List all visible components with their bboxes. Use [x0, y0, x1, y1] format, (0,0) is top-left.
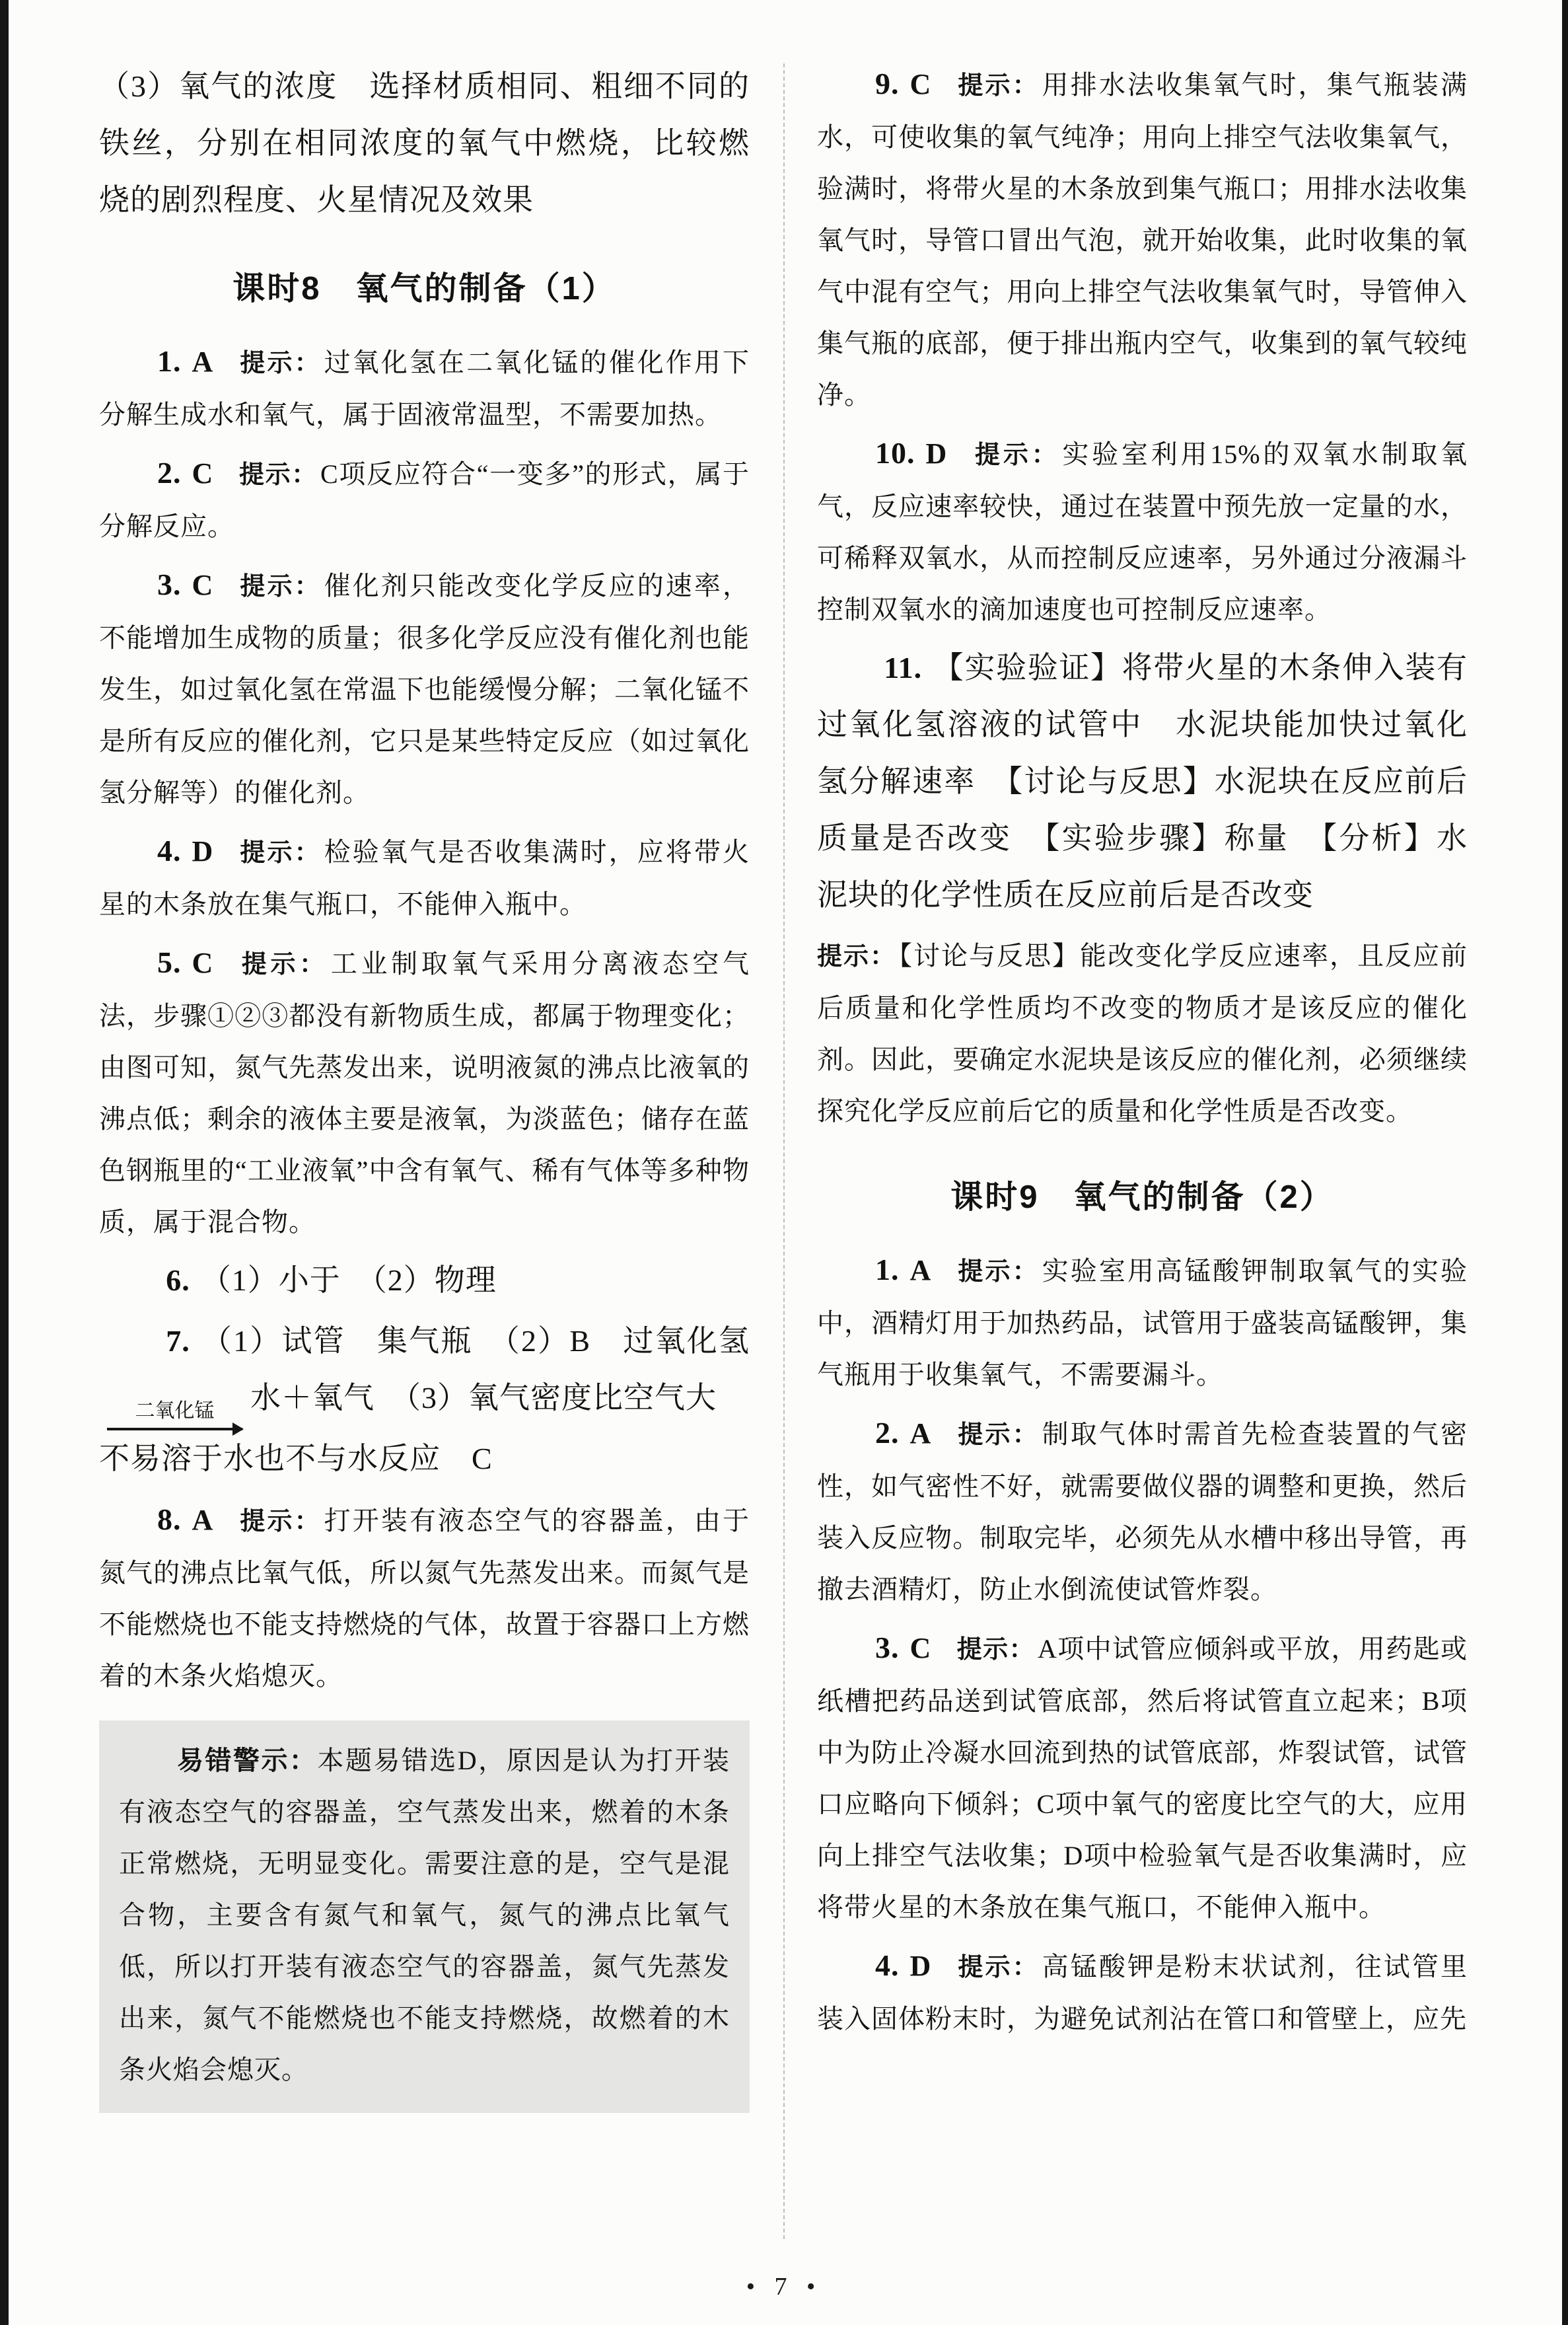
answer-item-k9-2: [817, 1407, 1468, 1615]
answer-item-2: [99, 447, 750, 552]
item-number: 1.: [157, 344, 182, 378]
hint-text: 检验氧气是否收集满时，应将带火星的木条放在集气瓶口，不能伸入瓶中。: [99, 837, 750, 919]
answer-text: 水＋氧气 （3）氧气密度比空气大: [250, 1381, 717, 1415]
page-number: • 7 •: [746, 2273, 822, 2301]
answer-letter: C: [192, 457, 214, 490]
hint-label: 提示：: [956, 1636, 1035, 1664]
item-number: 2.: [875, 1416, 900, 1450]
warning-text: 本题易错选D，原因是认为打开装有液态空气的容器盖，空气蒸发出来，燃着的木条正常燃烧，无明显变化。需要注意的是，空气是混合物，主要含有氮气和氧气，氮气的沸点比氧气低，所以打开装有液态空气的容器盖，氮气先蒸发出来，氮气不能燃烧也不能支持燃烧，故燃着的木条火焰会熄灭。: [119, 1746, 731, 2085]
hint-label: 提示：: [956, 1258, 1040, 1286]
hint-text: 实验室用高锰酸钾制取氧气的实验中，酒精灯用于加热药品，试管用于盛装高锰酸钾，集气瓶用于收集氧气，不需要漏斗。: [817, 1256, 1468, 1389]
answer-item-11-hint: [817, 930, 1468, 1137]
answer-letter: C: [192, 947, 214, 979]
answer-letter: D: [192, 835, 214, 867]
item-number: 11.: [884, 651, 923, 684]
answer-letter: A: [909, 1417, 932, 1450]
answer-item-1: [99, 336, 750, 441]
answer-item-4: [99, 825, 750, 930]
answer-letter: A: [192, 346, 214, 378]
answer-continuation-q3: （3）氧气的浓度 选择材质相同、粗细不同的铁丝，分别在相同浓度的氧气中燃烧，比较燃烧的剧烈程度、火星情况及效果: [99, 69, 750, 217]
error-warning-box: [99, 1720, 750, 2113]
lesson-heading-keshi-8: 课时8 氧气的制备（1）: [232, 271, 616, 307]
item-number: 6.: [166, 1263, 190, 1297]
answer-text: （1）试管 集气瓶 （2）B 过氧化氢: [200, 1324, 750, 1358]
hint-text: 【讨论与反思】能改变化学反应速率，且反应前后质量和化学性质均不改变的物质才是该反应的催化剂。因此，要确定水泥块是该反应的催化剂，必须继续探究化学反应前后它的质量和化学性质是否改变。: [817, 941, 1468, 1126]
page-right-edge: [1562, 0, 1568, 2325]
item-number: 3.: [157, 568, 182, 601]
column-divider: [783, 63, 785, 2239]
item-number: 1.: [875, 1253, 900, 1286]
hint-text: 用排水法收集氧气时，集气瓶装满水，可使收集的氧气纯净；用向上排空气法收集氧气，验满时，将带火星的木条放到集气瓶口；用排水法收集氧气时，导管口冒出气泡，就开始收集，此时收集的氧气中混有空气；用向上排空气法收集氧气时，导管伸入集气瓶的底部，便于排出瓶内空气，收集到的氧气较纯净。: [817, 70, 1468, 410]
hint-label: 提示：: [817, 943, 896, 971]
item-number: 3.: [875, 1631, 900, 1664]
answer-letter: C: [192, 569, 214, 601]
answer-letter: A: [909, 1254, 932, 1286]
catalyst-label: 二氧化锰: [135, 1400, 215, 1422]
answer-item-7: [99, 1313, 750, 1487]
item-number: 7.: [166, 1324, 190, 1358]
item-number: 4.: [157, 834, 182, 867]
hint-text: 打开装有液态空气的容器盖，由于氮气的沸点比氧气低，所以氮气先蒸发出来。而氮气是不能燃烧也不能支持燃烧的气体，故置于容器口上方燃着的木条火焰熄灭。: [99, 1506, 750, 1691]
answer-text: 不易溶于水也不与水反应 C: [99, 1442, 493, 1475]
item-number: 5.: [157, 945, 182, 979]
hint-label: 提示：: [956, 72, 1040, 100]
reaction-condition-arrow: [107, 1400, 242, 1430]
answer-item-k9-4: [817, 1940, 1468, 2045]
hint-text: A项中试管应倾斜或平放，用药匙或纸槽把药品送到试管底部，然后将试管直立起来；B项中为防止冷凝水回流到热的试管底部，炸裂试管，试管口应略向下倾斜；C项中氧气的密度比空气的大，应用向上排空气法收集；D项中检验氧气是否收集满时，应将带火星的木条放在集气瓶口，不能伸入瓶中。: [817, 1634, 1468, 1922]
answer-item-8: [99, 1494, 750, 1702]
item-number: 2.: [157, 456, 182, 490]
answer-letter: A: [192, 1504, 214, 1536]
hint-label: 提示：: [238, 350, 322, 377]
answer-letter: D: [909, 1950, 932, 1982]
item-number: 10.: [875, 436, 915, 470]
answer-text: （1）小于 （2）物理: [200, 1263, 497, 1297]
answer-letter: C: [909, 1632, 932, 1664]
hint-label: 提示：: [972, 441, 1060, 469]
answer-item-6: [99, 1252, 750, 1309]
item-number: 4.: [875, 1948, 900, 1982]
answer-item-k9-1: [817, 1244, 1468, 1401]
answer-item-5: [99, 937, 750, 1248]
answer-item-10: [817, 427, 1468, 636]
right-column: [817, 58, 1468, 2239]
hint-text: 高锰酸钾是粉末状试剂，往试管里装入固体粉末时，为避免试剂沾在管口和管壁上，应先: [817, 1952, 1468, 2034]
hint-text: 过氧化氢在二氧化锰的催化作用下分解生成水和氧气，属于固液常温型，不需要加热。: [99, 348, 750, 429]
hint-label: 提示：: [956, 1954, 1040, 1981]
hint-text: 制取气体时需首先检查装置的气密性，如气密性不好，就需要做仪器的调整和更换，然后装入反应物。制取完毕，必须先从水槽中移出导管，再撤去酒精灯，防止水倒流使试管炸裂。: [817, 1419, 1468, 1604]
book-spine-edge: [0, 0, 9, 2325]
answer-text: 【实验验证】将带火星的木条伸入装有过氧化氢溶液的试管中 水泥块能加快过氧化氢分解速率 【讨论与反思】水泥块在反应前后质量是否改变 【实验步骤】称量 【分析】水泥块的化学性质在反应前后是否改变: [817, 651, 1468, 912]
hint-text: 实验室利用15%的双氧水制取氧气，反应速率较快，通过在装置中预先放一定量的水，可稀释双氧水，从而控制反应速率，另外通过分液漏斗控制双氧水的滴加速度也可控制反应速率。: [817, 439, 1468, 624]
answer-item-3: [99, 559, 750, 819]
hint-text: C项反应符合“一变多”的形式，属于分解反应。: [99, 459, 750, 541]
answer-item-11: [817, 640, 1468, 924]
lesson-heading-keshi-9: 课时9 氧气的制备（2）: [950, 1179, 1334, 1215]
hint-text: 工业制取氧气采用分离液态空气法，步骤①②③都没有新物质生成，都属于物理变化；由图可知，氮气先蒸发出来，说明液氮的沸点比液氧的沸点低；剩余的液体主要是液氧，为淡蓝色；储存在蓝色钢瓶里的“工业液氧”中含有氧气、稀有气体等多种物质，属于混合物。: [99, 949, 750, 1237]
warning-label: 易错警示：: [177, 1746, 318, 1775]
hint-label: 提示：: [956, 1421, 1040, 1449]
answer-item-9: [817, 58, 1468, 421]
hint-label: 提示：: [238, 461, 318, 489]
answer-item-k9-3: [817, 1622, 1468, 1933]
arrow-line-icon: [107, 1428, 242, 1430]
hint-text: 催化剂只能改变化学反应的速率，不能增加生成物的质量；很多化学反应没有催化剂也能发生，如过氧化氢在常温下也能缓慢分解；二氧化锰不是所有反应的催化剂，它只是某些特定反应（如过氧化氢分解等）的催化剂。: [99, 571, 750, 807]
answer-letter: D: [925, 437, 948, 470]
page-content: [99, 58, 1468, 2239]
item-number: 9.: [875, 67, 900, 100]
left-column: [99, 58, 750, 2239]
hint-label: 提示：: [238, 839, 322, 867]
hint-label: 提示：: [238, 573, 322, 601]
answer-letter: C: [909, 68, 932, 100]
hint-label: 提示：: [238, 1508, 322, 1535]
item-number: 8.: [157, 1502, 182, 1536]
hint-label: 提示：: [238, 951, 328, 978]
